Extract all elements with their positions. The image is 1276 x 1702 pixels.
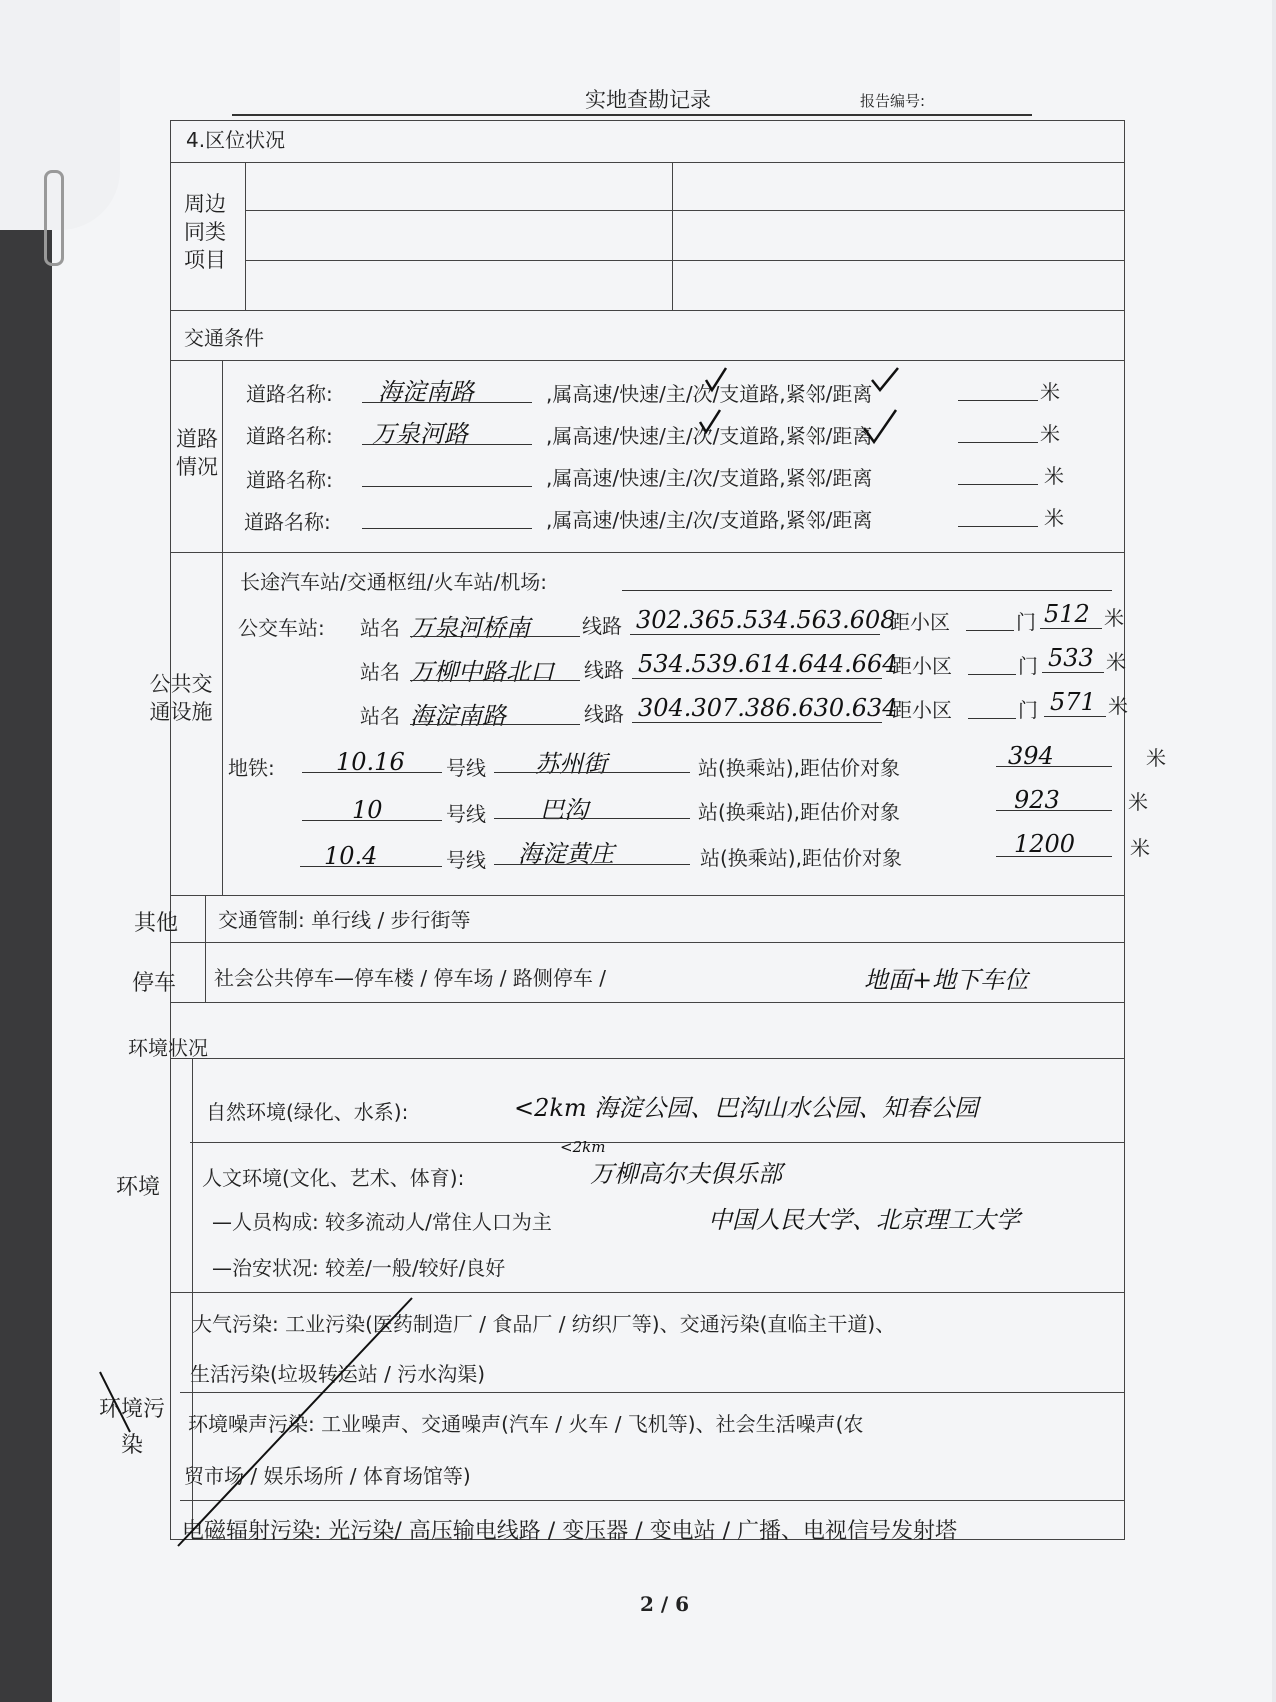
stop-name-label: 站名 bbox=[360, 616, 400, 640]
metro-line-number: 10.16 bbox=[336, 748, 405, 776]
natural-environment-label: 自然环境(绿化、水系): bbox=[206, 1100, 409, 1124]
bus-distance: 512 bbox=[1044, 600, 1090, 628]
line-label: 线路 bbox=[582, 614, 622, 638]
unit-meter: 米 bbox=[1108, 694, 1128, 718]
stop-name-value: 万柳中路北口 bbox=[410, 658, 554, 686]
metro-line-number: 10.4 bbox=[324, 842, 378, 870]
metro-line-label: 号线 bbox=[446, 802, 486, 826]
report-number-label: 报告编号: bbox=[860, 92, 926, 110]
metro-distance: 394 bbox=[1008, 742, 1054, 770]
stop-name-label: 站名 bbox=[360, 704, 400, 728]
metro-line-number: 10 bbox=[352, 796, 383, 824]
road-name-label: 道路名称: bbox=[244, 510, 331, 534]
check-mark-icon bbox=[872, 368, 898, 390]
document-title: 实地查勘记录 bbox=[585, 88, 711, 112]
hub-label: 长途汽车站/交通枢纽/火车站/机场: bbox=[240, 570, 547, 594]
gate-label: 门 bbox=[1018, 654, 1038, 678]
road-type-options: ,属高速/快速/主/次/支道路,紧邻/距离 bbox=[546, 424, 873, 448]
security-status: —治安状况: 较差/一般/较好/良好 bbox=[212, 1256, 506, 1280]
metro-station: 海淀黄庄 bbox=[518, 840, 614, 868]
road-type-options: ,属高速/快速/主/次/支道路,紧邻/距离 bbox=[546, 382, 873, 406]
unit-meter: 米 bbox=[1040, 380, 1060, 404]
road-type-options: ,属高速/快速/主/次/支道路,紧邻/距离 bbox=[546, 508, 873, 532]
unit-meter: 米 bbox=[1104, 606, 1124, 630]
stop-name-value: 海淀南路 bbox=[410, 702, 506, 730]
strike-through-line bbox=[178, 1298, 412, 1546]
air-pollution-text: 大气污染: 工业污染(医药制造厂 / 食品厂 / 纺织厂等)、交通污染(直临主干道)、 bbox=[192, 1312, 896, 1336]
metro-distance: 923 bbox=[1014, 786, 1060, 814]
check-mark-icon bbox=[700, 410, 720, 432]
em-pollution-text: 电磁辐射污染: 光污染/ 高压输电线路 / 变压器 / 变电站 / 广播、电视信号发射塔 bbox=[182, 1519, 958, 1544]
metro-distance: 1200 bbox=[1014, 830, 1076, 858]
noise-pollution-text: 环境噪声污染: 工业噪声、交通噪声(汽车 / 火车 / 飞机等)、社会生活噪声(农 bbox=[188, 1412, 864, 1436]
distance-label: 距小区 bbox=[892, 698, 952, 722]
traffic-heading: 交通条件 bbox=[184, 326, 264, 350]
road-name-value: 万泉河路 bbox=[372, 420, 468, 448]
environment-label: 环境 bbox=[116, 1175, 161, 1200]
section-title: 4.区位状况 bbox=[186, 128, 286, 152]
unit-meter: 米 bbox=[1106, 650, 1126, 674]
population-handwritten: 中国人民大学、北京理工大学 bbox=[708, 1206, 1020, 1234]
bus-lines: 304.307.386.630.634 bbox=[638, 694, 898, 722]
bus-distance: 533 bbox=[1048, 644, 1094, 672]
distance-label: 距小区 bbox=[890, 610, 950, 634]
parking-text: 社会公共停车—停车楼 / 停车场 / 路侧停车 / bbox=[214, 966, 607, 990]
distance-label: 距小区 bbox=[892, 654, 952, 678]
surroundings-label: 周边同类项目 bbox=[184, 192, 226, 272]
pollution-label: 环境污染 bbox=[98, 1397, 165, 1458]
metro-distance-label: 站(换乘站),距估价对象 bbox=[698, 800, 900, 824]
stop-name-label: 站名 bbox=[360, 660, 400, 684]
road-name-label: 道路名称: bbox=[246, 382, 333, 406]
road-type-options: ,属高速/快速/主/次/支道路,紧邻/距离 bbox=[546, 466, 873, 490]
stop-name-value: 万泉河桥南 bbox=[410, 614, 530, 642]
metro-line-label: 号线 bbox=[446, 756, 486, 780]
culture-environment-handwritten: 万柳高尔夫俱乐部 bbox=[590, 1160, 782, 1188]
bus-lines: 302.365.534.563.608 bbox=[636, 606, 896, 634]
parking-handwritten: 地面+地下车位 bbox=[864, 966, 1029, 994]
unit-meter: 米 bbox=[1040, 422, 1060, 446]
road-name-label: 道路名称: bbox=[246, 424, 333, 448]
other-label: 其他 bbox=[134, 911, 179, 936]
natural-environment-handwritten: <2km 海淀公园、巴沟山水公园、知春公园 bbox=[514, 1094, 979, 1122]
unit-meter: 米 bbox=[1130, 836, 1150, 860]
unit-meter: 米 bbox=[1146, 746, 1166, 770]
parking-label: 停车 bbox=[132, 971, 177, 996]
road-name-label: 道路名称: bbox=[246, 468, 333, 492]
metro-station: 巴沟 bbox=[540, 796, 588, 824]
bus-station-label: 公交车站: bbox=[238, 616, 325, 640]
unit-meter: 米 bbox=[1044, 464, 1064, 488]
environment-status-heading: 环境状况 bbox=[128, 1036, 208, 1060]
metro-line-label: 号线 bbox=[446, 848, 486, 872]
culture-distance-handwritten: <2km bbox=[560, 1138, 606, 1156]
line-label: 线路 bbox=[584, 658, 624, 682]
bus-distance: 571 bbox=[1050, 688, 1096, 716]
air-pollution-text-2: 生活污染(垃圾转运站 / 污水沟渠) bbox=[190, 1362, 486, 1386]
public-transport-label: 公共交通设施 bbox=[149, 672, 213, 724]
road-situation-label: 道路情况 bbox=[176, 427, 218, 479]
strike-through-line bbox=[100, 1372, 130, 1432]
check-mark-icon bbox=[864, 410, 896, 442]
traffic-control-text: 交通管制: 单行线 / 步行街等 bbox=[218, 908, 471, 932]
metro-station: 苏州街 bbox=[535, 750, 607, 778]
unit-meter: 米 bbox=[1128, 790, 1148, 814]
noise-pollution-text-2: 贸市场 / 娱乐场所 / 体育场馆等) bbox=[184, 1464, 471, 1488]
metro-label: 地铁: bbox=[228, 756, 275, 780]
gate-label: 门 bbox=[1018, 698, 1038, 722]
metro-distance-label: 站(换乘站),距估价对象 bbox=[700, 846, 902, 870]
line-label: 线路 bbox=[584, 702, 624, 726]
check-mark-icon bbox=[706, 368, 726, 390]
culture-environment-label: 人文环境(文化、艺术、体育): bbox=[202, 1166, 465, 1190]
gate-label: 门 bbox=[1016, 610, 1036, 634]
road-name-value: 海淀南路 bbox=[378, 378, 474, 406]
page-number: 2 / 6 bbox=[640, 1592, 690, 1616]
bus-lines: 534.539.614.644.664 bbox=[638, 650, 898, 678]
unit-meter: 米 bbox=[1044, 506, 1064, 530]
population-composition: —人员构成: 较多流动人/常住人口为主 bbox=[212, 1210, 552, 1234]
metro-distance-label: 站(换乘站),距估价对象 bbox=[698, 756, 900, 780]
